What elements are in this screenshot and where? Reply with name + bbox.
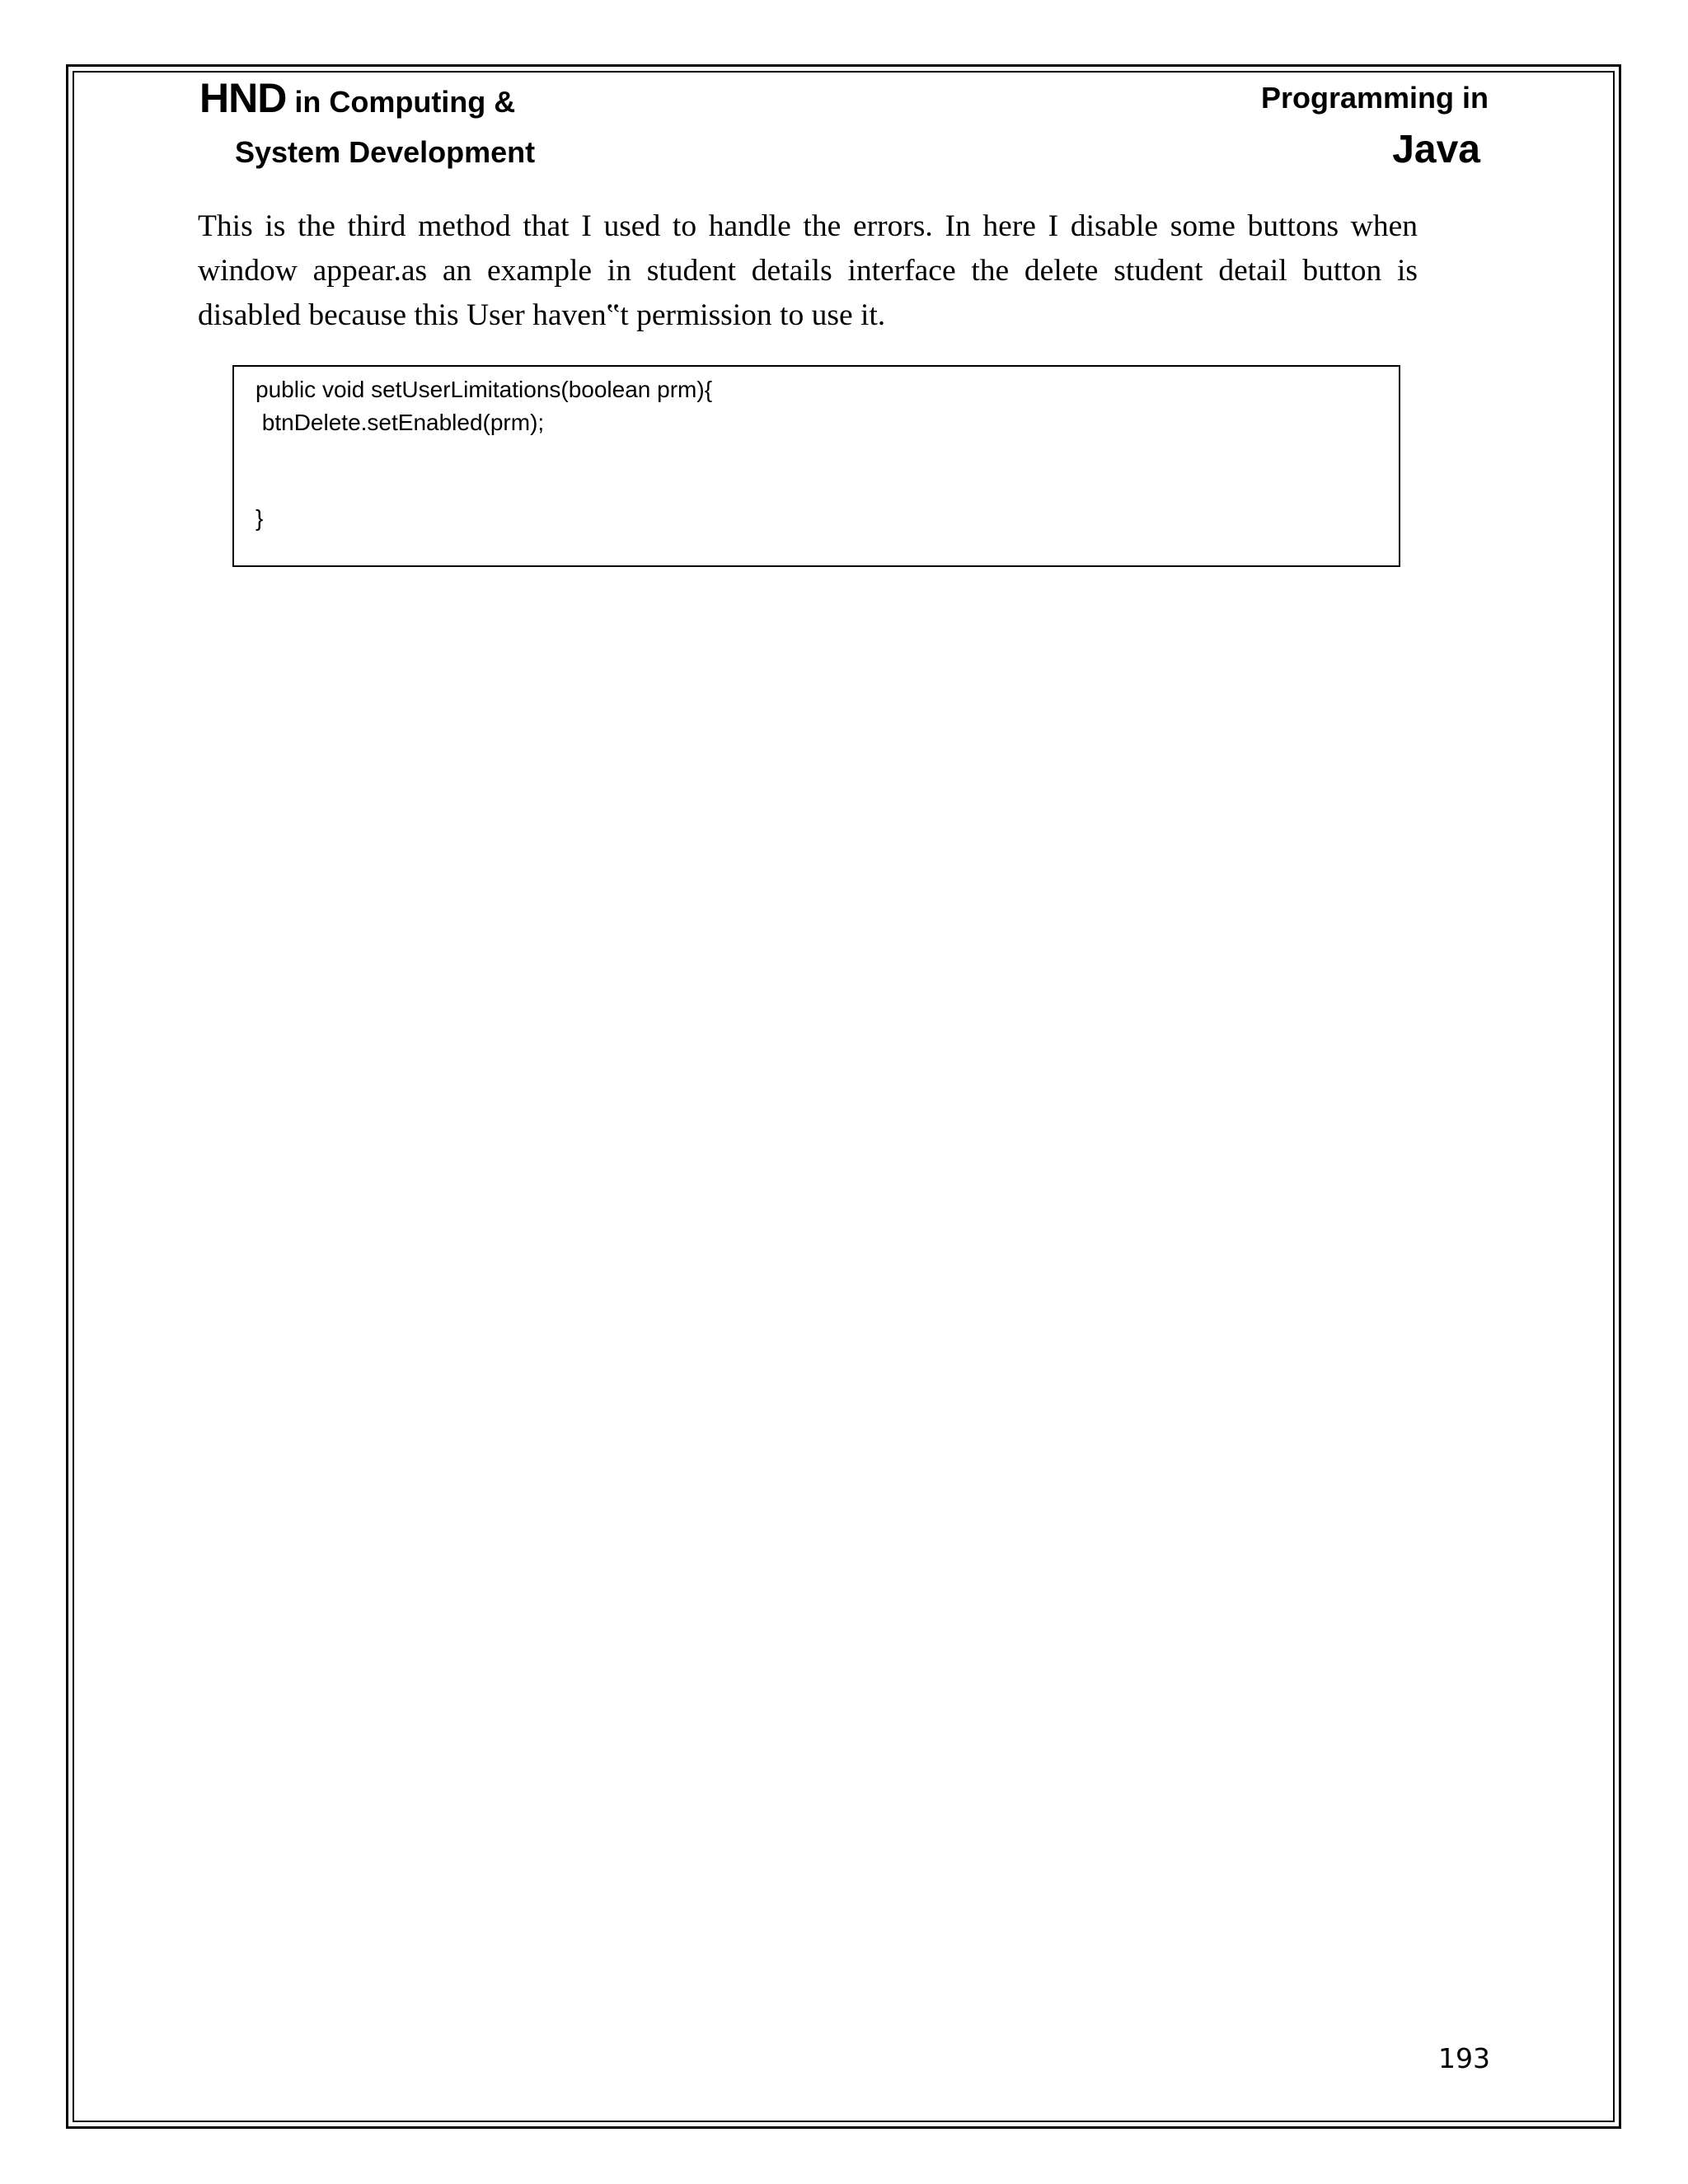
code-block <box>232 365 1400 567</box>
code-line: public void setUserLimitations(boolean prm){ <box>256 377 713 402</box>
header-course-subtitle: System Development <box>235 135 536 169</box>
header-course-title <box>199 73 515 128</box>
code-line: } <box>256 505 264 531</box>
header-module-language: Java <box>1392 128 1480 171</box>
header-module-title: Programming in <box>1260 81 1489 115</box>
code-line: btnDelete.setEnabled(prm); <box>256 410 545 435</box>
header-course-rest: in Computing & <box>294 85 516 119</box>
code-blank-space <box>256 439 1377 502</box>
body-paragraph: This is the third method that I used to handle the errors. In here I disable some buttons when window appear.as an example in student details interface the delete student detail button is disabled because this User haven‟t permission to use it. <box>198 209 1418 332</box>
header-hnd: HND <box>199 75 287 121</box>
page-number: 193 <box>1438 2042 1490 2074</box>
